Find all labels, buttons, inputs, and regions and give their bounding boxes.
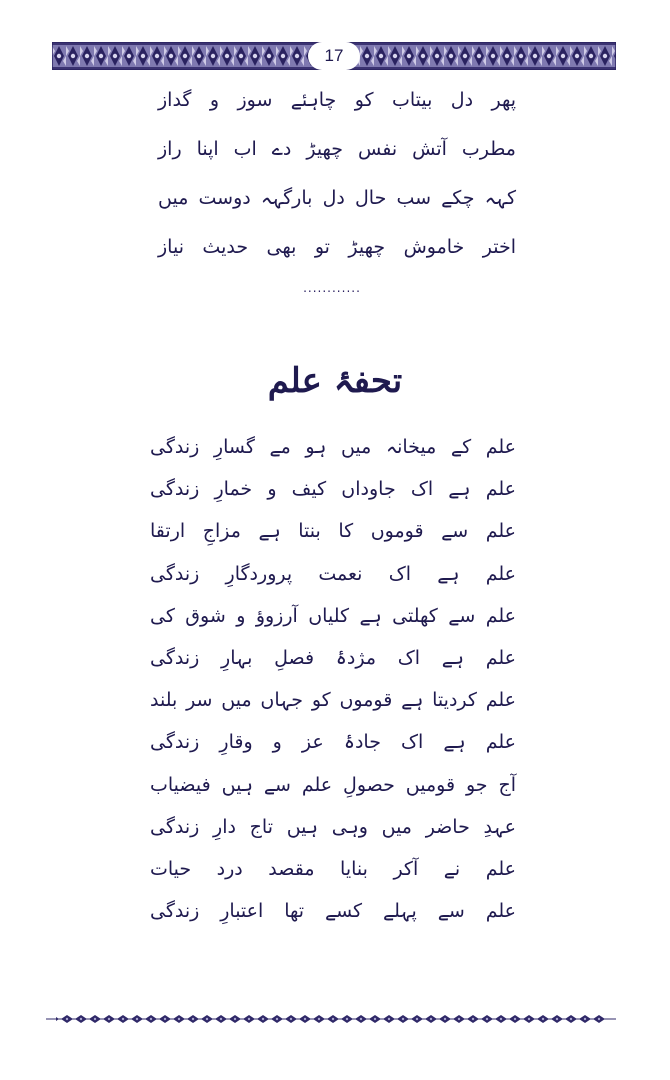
verse-line: علم کے میخانہ میں ہو مے گسارِ زندگی xyxy=(150,436,516,458)
verse-line: عہدِ حاضر میں وہی ہیں تاج دارِ زندگی xyxy=(150,815,516,838)
verse-line: پھر دل بیتاب کو چاہئے سوز و گداز xyxy=(158,89,516,111)
verse-line: علم ہے اک جاوداں کیف و خمارِ زندگی xyxy=(150,478,516,501)
section-separator: ............ xyxy=(303,281,361,295)
header-ornament xyxy=(52,42,616,70)
verse-line: علم سے کھلتی ہے کلیاں آرزوؤ و شوق کی xyxy=(150,604,516,627)
verse-line: علم ہے اک جادۂ عز و وقارِ زندگی xyxy=(150,731,516,754)
poem-title: تحفۂ علم xyxy=(267,361,403,401)
verse-line: اختر خاموش چھیڑ تو بھی حدیث نیاز xyxy=(158,236,516,258)
page-number: 17 xyxy=(308,42,360,70)
verse-line: مطرب آتش نفس چھیڑ دے اب اپنا راز xyxy=(158,138,516,160)
verse-line: علم سے قوموں کا بنتا ہے مزاجِ ارتقا xyxy=(150,520,516,543)
footer-ornament xyxy=(46,1010,616,1028)
verse-line: آج جو قومیں حصولِ علم سے ہیں فیضیاب xyxy=(150,773,516,796)
verse-line: علم نے آکر بنایا مقصد درد حیات xyxy=(150,857,516,880)
verse-line: علم سے پہلے کسے تھا اعتبارِ زندگی xyxy=(150,900,516,923)
stanza-top xyxy=(158,76,516,272)
verse-line: علم ہے اک نعمت پروردگارِ زندگی xyxy=(150,562,516,585)
verse-line: علم کردیتا ہے قوموں کو جہاں میں سر بلند xyxy=(150,689,516,712)
stanza-bottom xyxy=(150,426,516,932)
verse-line: علم ہے اک مژدۂ فصلِ بہارِ زندگی xyxy=(150,646,516,669)
verse-line: کہہ چکے سب حال دل بارگہہ دوست میں xyxy=(158,187,516,209)
diamond-chain-icon xyxy=(46,1010,616,1028)
